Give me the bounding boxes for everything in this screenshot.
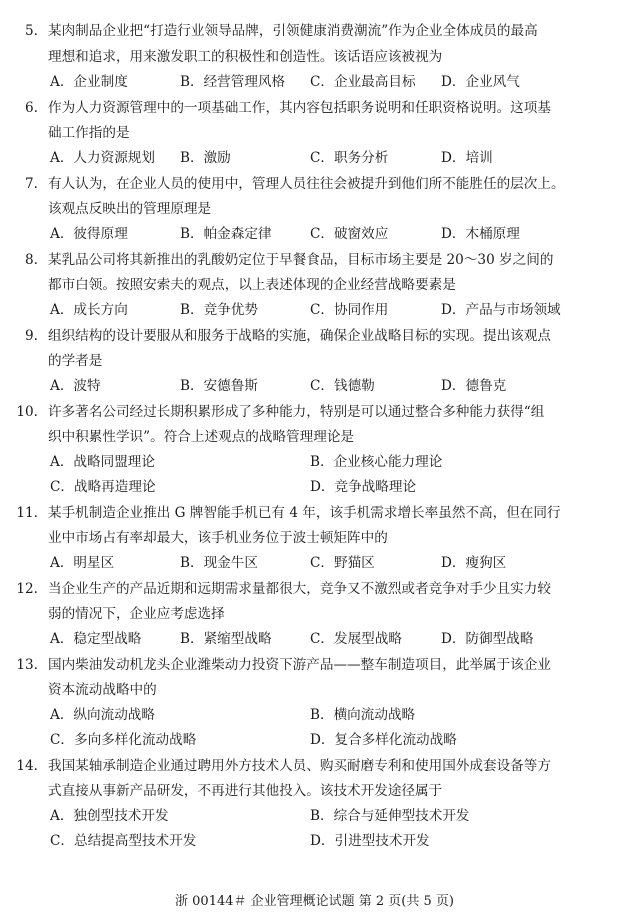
option-b: B．经营管理风格 — [180, 74, 286, 90]
option-d: D．复合多样化流动战略 — [310, 732, 457, 748]
option-a: A．纵向流动战略 — [50, 707, 155, 723]
option-d: D．培训 — [441, 150, 493, 166]
question-text: 我国某轴承制造企业通过聘用外方技术人员、购买耐磨专利和使用国外成套设备等方 — [48, 758, 551, 774]
question-text: 该观点反映出的管理原理是 — [48, 201, 212, 217]
option-b: B．帕金森定律 — [180, 226, 272, 242]
question-number: 9. — [25, 328, 38, 344]
option-c: C．多向多样化流动战略 — [50, 732, 197, 748]
option-d: D．引进型技术开发 — [310, 833, 430, 849]
question-number: 5. — [25, 23, 38, 39]
question-text: 的学者是 — [48, 353, 103, 369]
question-number: 12. — [16, 581, 38, 597]
question-number: 11. — [16, 505, 38, 521]
question-number: 13. — [16, 657, 38, 673]
option-a: A．彼得原理 — [50, 226, 128, 242]
question-text: 资本流动战略中的 — [48, 682, 157, 698]
question-text: 式直接从事新产品研发，不再进行其他投入。该技术开发途径属于 — [48, 783, 443, 799]
question-number: 14. — [16, 758, 38, 774]
option-d: D．竞争战略理论 — [310, 479, 417, 495]
question-text: 某手机制造企业推出 G 牌智能手机已有 4 年，该手机需求增长率虽然不高，但在同行 — [48, 505, 561, 521]
question-text: 许多著名公司经过长期积累形成了多种能力，特别是可以通过整合多种能力获得“组 — [48, 404, 545, 420]
option-c: C．发展型战略 — [310, 631, 402, 647]
option-b: B．安德鲁斯 — [180, 378, 258, 394]
option-b: B．现金牛区 — [180, 555, 258, 571]
option-c: C．总结提高型技术开发 — [50, 833, 197, 849]
question-text: 有人认为，在企业人员的使用中，管理人员往往会被提升到他们所不能胜任的层次上。 — [48, 176, 565, 192]
question-text: 作为人力资源管理中的一项基础工作，其内容包括职务说明和任职资格说明。这项基 — [48, 100, 551, 116]
option-d: D．防御型战略 — [441, 631, 534, 647]
option-a: A．波特 — [50, 378, 101, 394]
page-footer: 浙 00144＃ 企业管理概论试题 第 2 页(共 5 页) — [175, 894, 454, 909]
question-text: 当企业生产的产品近期和远期需求量都很大，竞争又不激烈或者竞争对手少且实力较 — [48, 581, 551, 597]
option-b: B．横向流动战略 — [310, 707, 416, 723]
option-b: B．激励 — [180, 150, 231, 166]
option-c: C．协同作用 — [310, 302, 389, 318]
option-b: B．竞争优势 — [180, 302, 258, 318]
question-text: 弱的情况下，企业应考虑选择 — [48, 606, 225, 622]
option-a: A．成长方向 — [50, 302, 128, 318]
option-a: A．独创型技术开发 — [50, 808, 169, 824]
question-text: 国内柴油发动机龙头企业潍柴动力投资下游产品——整车制造项目，此举属于该企业 — [48, 657, 551, 673]
option-a: A．企业制度 — [50, 74, 128, 90]
option-b: B．企业核心能力理论 — [310, 454, 443, 470]
question-number: 10. — [16, 404, 38, 420]
option-b: B．紧缩型战略 — [180, 631, 272, 647]
option-c: C．战略再造理论 — [50, 479, 156, 495]
option-d: D．德鲁克 — [441, 378, 507, 394]
option-a: A．稳定型战略 — [50, 631, 142, 647]
question-text: 础工作指的是 — [48, 125, 130, 141]
option-c: C．职务分析 — [310, 150, 389, 166]
question-text: 业中市场占有率却最大，该手机业务位于波士顿矩阵中的 — [48, 530, 388, 546]
option-d: D．产品与市场领域 — [441, 302, 561, 318]
question-text: 组织结构的设计要服从和服务于战略的实施，确保企业战略目标的实现。提出该观点 — [48, 328, 551, 344]
option-b: B．综合与延伸型技术开发 — [310, 808, 470, 824]
option-c: C．破窗效应 — [310, 226, 389, 242]
option-c: C．野猫区 — [310, 555, 375, 571]
option-a: A．战略同盟理论 — [50, 454, 155, 470]
question-text: 某乳品公司将其新推出的乳酸奶定位于早餐食品，目标市场主要是 20～30 岁之间的 — [48, 252, 554, 268]
option-c: C．钱德勒 — [310, 378, 375, 394]
option-d: D．企业风气 — [441, 74, 520, 90]
option-d: D．瘦狗区 — [441, 555, 507, 571]
question-text: 都市白领。按照安索夫的观点，以上表述体现的企业经营战略要素是 — [48, 277, 456, 293]
option-d: D．木桶原理 — [441, 226, 520, 242]
option-a: A．明星区 — [50, 555, 115, 571]
question-number: 7. — [25, 176, 38, 192]
question-number: 6. — [25, 100, 38, 116]
question-number: 8. — [25, 252, 38, 268]
option-a: A．人力资源规划 — [50, 150, 155, 166]
question-text: 织中积累性学识”。符合上述观点的战略管理理论是 — [48, 429, 355, 445]
question-text: 理想和追求，用来激发职工的积极性和创造性。该话语应该被视为 — [48, 49, 443, 65]
question-text: 某肉制品企业把“打造行业领导品牌，引领健康消费潮流”作为企业全体成员的最高 — [48, 23, 538, 39]
option-c: C．企业最高目标 — [310, 74, 416, 90]
